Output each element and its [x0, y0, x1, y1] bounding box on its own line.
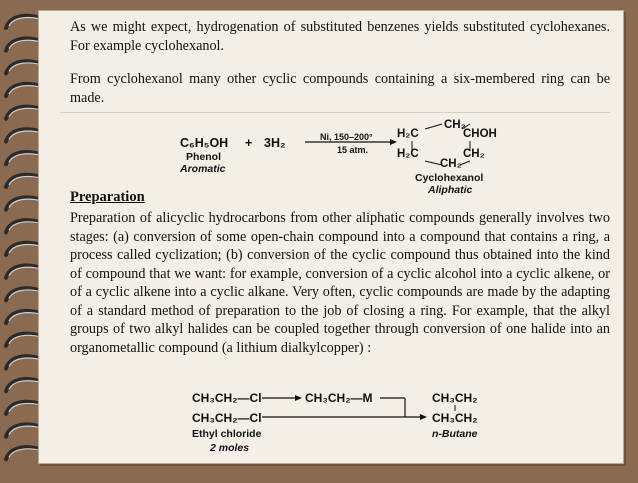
ring-left-top: H₂C [397, 128, 419, 140]
conditions-bottom: 15 atm. [337, 145, 369, 155]
ring-left-bottom: H₂C [397, 148, 419, 160]
hydrogen-formula: 3H₂ [264, 136, 286, 150]
ethyl-chloride-top: CH₃CH₂—Cl [192, 391, 262, 405]
preparation-paragraph: Preparation of alicyclic hydrocarbons from other aliphatic compounds generally involves two stages: (a) conversion of some open-chain compound into a compound that contains a ring, a process called cyclization; (b) conversion of the cyclic compound thus obtained into the kind of compound that we want: for example, conversion of a cyclic alcohol into a cyclic alkene, or of a cyclic alkene into a cyclic alkane. Very often, cyclic compounds are made by the adapting of a standard method of preparation to the job of closing a ring. For example, that the alkyl groups of two alkyl halides can be coupled together through conversion of one halide into an organometallic compound (a lithium dialkylcopper) : [70, 210, 610, 356]
butane-top: CH₃CH₂ [432, 391, 478, 405]
aliphatic-label: Aliphatic [428, 184, 473, 196]
ring-right-bottom: CH₂ [463, 148, 485, 160]
ethyl-chloride-bottom: CH₃CH₂—Cl [192, 411, 262, 425]
moles-label: 2 moles [210, 442, 250, 454]
phenol-formula: C₆H₅OH [180, 136, 229, 150]
ethyl-chloride-label: Ethyl chloride [192, 428, 262, 440]
ring-right-top: CHOH [463, 128, 497, 140]
preparation-heading: Preparation [70, 189, 145, 205]
ring-bottom: CH₂ [440, 158, 462, 170]
plus-sign: + [245, 136, 253, 150]
cyclohexanol-label: Cyclohexanol [415, 172, 484, 184]
butane-bottom: CH₃CH₂ [432, 411, 478, 425]
conditions-top: Ni, 150–200° [320, 132, 373, 142]
intro-paragraph: As we might expect, hydrogenation of substituted benzenes yields substituted cyclohexanes. For example cyclohexanol. [70, 19, 610, 54]
ring-top: CH₂ [444, 119, 466, 131]
aromatic-label: Aromatic [180, 163, 226, 175]
organometallic: CH₃CH₂—M [305, 391, 373, 405]
butane-label: n-Butane [432, 428, 478, 440]
cyclohexanol-paragraph: From cyclohexanol many other cyclic compounds containing a six-membered ring can be made. [70, 71, 610, 106]
phenol-label: Phenol [186, 151, 222, 163]
